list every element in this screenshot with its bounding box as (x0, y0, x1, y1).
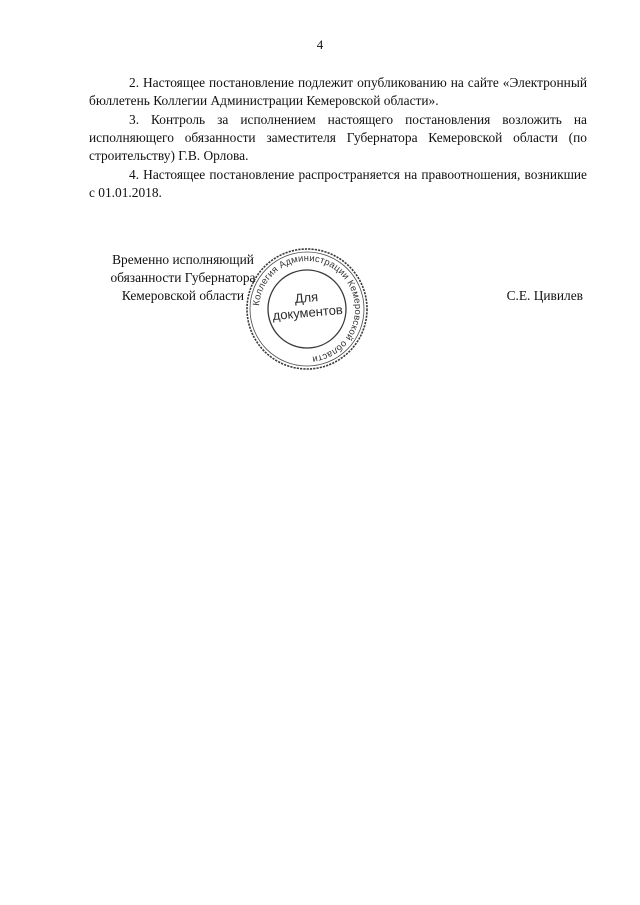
signatory-name: С.Е. Цивилев (506, 288, 583, 303)
paragraph-4-effective-date: 4. Настоящее постановление распространяется на правоотношения, возникшие с 01.01.2018. (89, 167, 587, 200)
paragraph-2-publication: 2. Настоящее постановление подлежит опубликованию на сайте «Электронный бюллетень Коллегии Администрации Кемеровской области». (89, 75, 587, 108)
paragraph-3-control: 3. Контроль за исполнением настоящего постановления возложить на исполняющего обязанности заместителя Губернатора Кемеровской области (по строительству) Г.В. Орлова. (89, 112, 587, 163)
signatory-position-line-3: Кемеровской области (121, 288, 245, 303)
official-seal-stamp (244, 246, 370, 372)
signatory-position-line-1: Временно исполняющий (112, 252, 254, 267)
page-number: 4 (316, 37, 324, 52)
seal-ring-text: Коллегия Администрации Кемеровской области (250, 251, 365, 366)
signatory-position-line-2: обязанности Губернатора (110, 270, 256, 285)
seal-center-line-1: Для (294, 289, 319, 307)
seal-center-line-2: документов (271, 301, 344, 324)
document-body (89, 74, 587, 203)
